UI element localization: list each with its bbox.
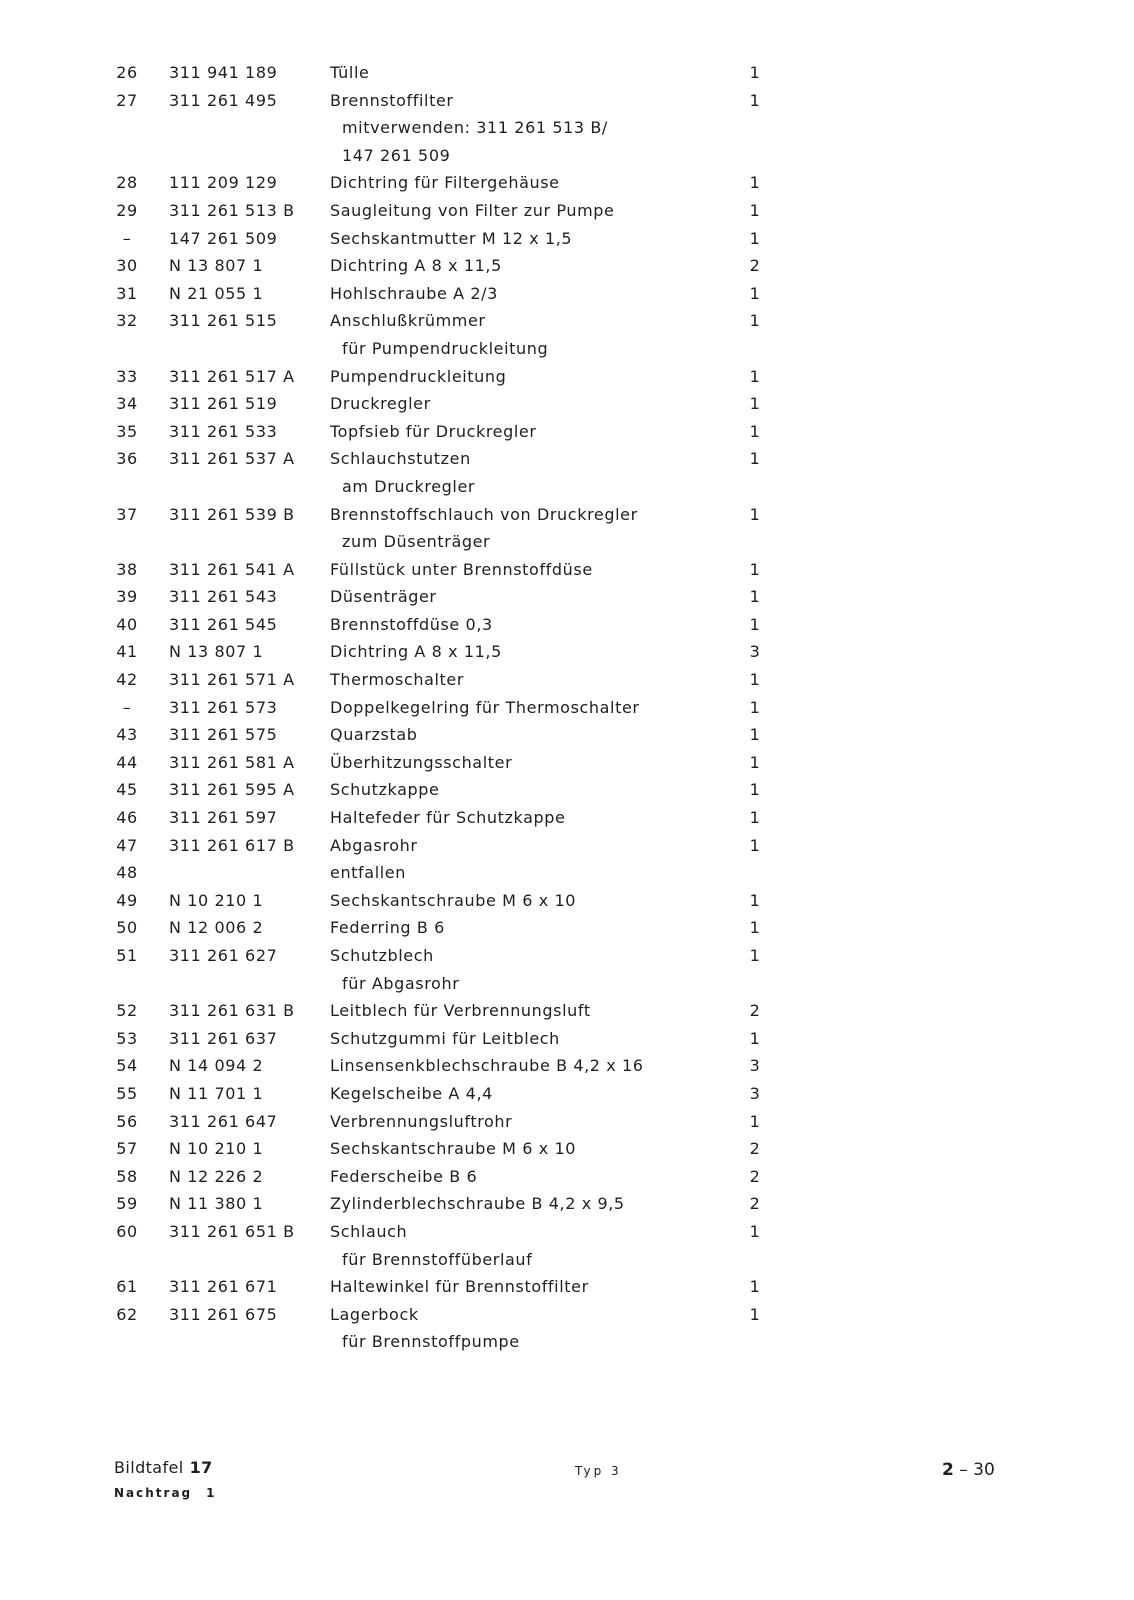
position-cell: 30 — [116, 256, 138, 276]
part-number-cell: N 21 055 1 — [169, 283, 264, 303]
description-cell: Schutzkappe — [330, 780, 440, 800]
description-cell: Thermoschalter — [330, 670, 465, 690]
quantity-cell: 1 — [749, 449, 761, 469]
description-cell: für Brennstoffüberlauf — [342, 1249, 533, 1269]
table-row — [0, 666, 1134, 694]
quantity-cell: 1 — [749, 1221, 761, 1241]
description-cell: Verbrennungsluftrohr — [330, 1111, 513, 1131]
table-row — [0, 1135, 1134, 1163]
position-cell: 55 — [116, 1083, 138, 1103]
description-cell: Haltewinkel für Brennstoffilter — [330, 1277, 589, 1297]
quantity-cell: 1 — [749, 835, 761, 855]
part-number-cell: N 10 210 1 — [169, 1139, 264, 1159]
position-cell: 26 — [116, 63, 138, 82]
position-cell: 32 — [116, 311, 138, 331]
quantity-cell: 1 — [749, 614, 761, 634]
table-row — [0, 1052, 1134, 1080]
part-number-cell: N 14 094 2 — [169, 1056, 264, 1076]
part-number-cell: 311 261 571 A — [169, 670, 295, 690]
description-cell: Dichtring für Filtergehäuse — [330, 173, 560, 193]
bildtafel-text: Bildtafel — [114, 1458, 184, 1477]
table-row — [0, 197, 1134, 225]
table-row — [0, 1080, 1134, 1108]
position-cell: 60 — [116, 1221, 138, 1241]
table-row — [0, 1108, 1134, 1136]
table-row — [0, 445, 1134, 473]
quantity-cell: 3 — [749, 1083, 761, 1103]
description-cell: Sechskantschraube M 6 x 10 — [330, 1139, 577, 1159]
position-cell: 53 — [116, 1028, 138, 1048]
position-cell: 50 — [116, 918, 138, 938]
part-number-cell: 111 209 129 — [169, 173, 278, 193]
table-row — [0, 611, 1134, 639]
position-cell: 40 — [116, 614, 138, 634]
description-cell: Überhitzungsschalter — [330, 752, 513, 772]
position-cell: 43 — [116, 725, 138, 745]
table-row — [0, 942, 1134, 970]
quantity-cell: 1 — [749, 200, 761, 220]
quantity-cell: 2 — [749, 1139, 761, 1159]
table-row-continuation — [0, 1328, 1134, 1356]
description-cell: Düsenträger — [330, 587, 437, 607]
quantity-cell: 1 — [749, 1111, 761, 1131]
quantity-cell: 3 — [749, 642, 761, 662]
position-cell: 37 — [116, 504, 138, 524]
part-number-cell: 311 261 627 — [169, 946, 278, 965]
part-number-cell: N 11 701 1 — [169, 1083, 264, 1103]
quantity-cell: 1 — [749, 752, 761, 772]
table-row — [0, 776, 1134, 804]
table-row-continuation — [0, 1246, 1134, 1274]
table-row — [0, 887, 1134, 915]
table-row-continuation — [0, 142, 1134, 170]
quantity-cell: 1 — [749, 63, 761, 82]
part-number-cell: 147 261 509 — [169, 228, 278, 248]
part-number-cell: N 10 210 1 — [169, 890, 264, 910]
table-row — [0, 694, 1134, 722]
quantity-cell: 1 — [749, 890, 761, 910]
description-cell: Doppelkegelring für Thermoschalter — [330, 697, 640, 717]
quantity-cell: 1 — [749, 228, 761, 248]
table-row — [0, 583, 1134, 611]
quantity-cell: 1 — [749, 1304, 761, 1324]
part-number-cell: N 12 226 2 — [169, 1166, 264, 1186]
description-cell: Abgasrohr — [330, 835, 418, 855]
description-cell: Brennstoffilter — [330, 90, 454, 110]
description-cell: Quarzstab — [330, 725, 418, 745]
quantity-cell: 3 — [749, 1056, 761, 1076]
table-row — [0, 169, 1134, 197]
part-number-cell: 311 261 595 A — [169, 780, 295, 800]
table-row — [0, 914, 1134, 942]
description-cell: Leitblech für Verbrennungsluft — [330, 1001, 591, 1021]
page-separator: – — [959, 1460, 968, 1480]
part-number-cell: 311 261 545 — [169, 614, 278, 634]
part-number-cell: N 12 006 2 — [169, 918, 264, 938]
position-cell: 49 — [116, 890, 138, 910]
position-cell: 47 — [116, 835, 138, 855]
table-row — [0, 59, 1134, 87]
description-cell: 147 261 509 — [342, 145, 451, 165]
position-cell: 51 — [116, 946, 138, 965]
table-row — [0, 721, 1134, 749]
description-cell: Schlauch — [330, 1221, 408, 1241]
description-cell: Lagerbock — [330, 1304, 419, 1324]
table-row — [0, 638, 1134, 666]
part-number-cell: 311 261 575 — [169, 725, 278, 745]
quantity-cell: 1 — [749, 918, 761, 938]
table-row — [0, 859, 1134, 887]
part-number-cell: 311 261 631 B — [169, 1001, 295, 1021]
description-cell: Kegelscheibe A 4,4 — [330, 1083, 493, 1103]
description-cell: Schutzblech — [330, 946, 434, 965]
position-cell: 38 — [116, 559, 138, 579]
part-number-cell: 311 261 539 B — [169, 504, 295, 524]
quantity-cell: 1 — [749, 1028, 761, 1048]
part-number-cell: N 13 807 1 — [169, 256, 264, 276]
part-number-cell: 311 261 517 A — [169, 366, 295, 386]
position-cell: – — [122, 697, 132, 717]
quantity-cell: 1 — [749, 283, 761, 303]
description-cell: für Brennstoffpumpe — [342, 1332, 520, 1352]
position-cell: 57 — [116, 1139, 138, 1159]
table-row — [0, 1273, 1134, 1301]
page-chapter: 2 — [942, 1460, 954, 1480]
quantity-cell: 1 — [749, 670, 761, 690]
description-cell: Saugleitung von Filter zur Pumpe — [330, 200, 615, 220]
quantity-cell: 1 — [749, 421, 761, 441]
part-number-cell: 311 261 573 — [169, 697, 278, 717]
description-cell: entfallen — [330, 863, 406, 883]
description-cell: mitverwenden: 311 261 513 B/ — [342, 118, 608, 138]
part-number-cell: 311 261 597 — [169, 808, 278, 828]
part-number-cell: 311 261 541 A — [169, 559, 295, 579]
quantity-cell: 1 — [749, 394, 761, 414]
description-cell: Sechskantmutter M 12 x 1,5 — [330, 228, 573, 248]
table-row — [0, 363, 1134, 391]
part-number-cell: 311 261 513 B — [169, 200, 295, 220]
description-cell: Füllstück unter Brennstoffdüse — [330, 559, 593, 579]
part-number-cell: 311 261 647 — [169, 1111, 278, 1131]
quantity-cell: 2 — [749, 1194, 761, 1214]
quantity-cell: 1 — [749, 587, 761, 607]
table-row-continuation — [0, 970, 1134, 998]
quantity-cell: 2 — [749, 1166, 761, 1186]
quantity-cell: 1 — [749, 780, 761, 800]
position-cell: 41 — [116, 642, 138, 662]
position-cell: 52 — [116, 1001, 138, 1021]
parts-table — [0, 59, 1134, 1356]
quantity-cell: 1 — [749, 808, 761, 828]
position-cell: 31 — [116, 283, 138, 303]
table-row — [0, 280, 1134, 308]
position-cell: 61 — [116, 1277, 138, 1297]
position-cell: 33 — [116, 366, 138, 386]
position-cell: 56 — [116, 1111, 138, 1131]
description-cell: Dichtring A 8 x 11,5 — [330, 642, 502, 662]
bildtafel-number: 17 — [189, 1458, 213, 1477]
quantity-cell: 1 — [749, 697, 761, 717]
quantity-cell: 1 — [749, 1277, 761, 1297]
table-row — [0, 997, 1134, 1025]
part-number-cell: 311 941 189 — [169, 63, 278, 82]
quantity-cell: 1 — [749, 504, 761, 524]
part-number-cell: 311 261 637 — [169, 1028, 278, 1048]
description-cell: Sechskantschraube M 6 x 10 — [330, 890, 577, 910]
table-row — [0, 832, 1134, 860]
description-cell: zum Düsenträger — [342, 532, 491, 552]
part-number-cell: 311 261 537 A — [169, 449, 295, 469]
position-cell: 27 — [116, 90, 138, 110]
description-cell: Brennstoffschlauch von Druckregler — [330, 504, 638, 524]
part-number-cell: 311 261 671 — [169, 1277, 278, 1297]
position-cell: 46 — [116, 808, 138, 828]
part-number-cell: 311 261 515 — [169, 311, 278, 331]
quantity-cell: 1 — [749, 946, 761, 965]
bildtafel-label — [114, 1458, 213, 1477]
position-cell: 28 — [116, 173, 138, 193]
description-cell: Federring B 6 — [330, 918, 445, 938]
description-cell: am Druckregler — [342, 476, 476, 496]
description-cell: Linsensenkblechschraube B 4,2 x 16 — [330, 1056, 644, 1076]
description-cell: Hohlschraube A 2/3 — [330, 283, 498, 303]
table-row — [0, 225, 1134, 253]
quantity-cell: 1 — [749, 559, 761, 579]
description-cell: Druckregler — [330, 394, 431, 414]
quantity-cell: 2 — [749, 256, 761, 276]
part-number-cell: 311 261 675 — [169, 1304, 278, 1324]
position-cell: 35 — [116, 421, 138, 441]
part-number-cell: 311 261 495 — [169, 90, 278, 110]
table-row-continuation — [0, 528, 1134, 556]
table-row — [0, 390, 1134, 418]
position-cell: 62 — [116, 1304, 138, 1324]
quantity-cell: 2 — [749, 1001, 761, 1021]
part-number-cell: N 11 380 1 — [169, 1194, 264, 1214]
description-cell: Haltefeder für Schutzkappe — [330, 808, 566, 828]
part-number-cell: 311 261 581 A — [169, 752, 295, 772]
position-cell: 54 — [116, 1056, 138, 1076]
table-row — [0, 1163, 1134, 1191]
description-cell: Dichtring A 8 x 11,5 — [330, 256, 502, 276]
table-row-continuation — [0, 114, 1134, 142]
position-cell: 39 — [116, 587, 138, 607]
position-cell: 36 — [116, 449, 138, 469]
nachtrag-text: Nachtrag — [114, 1486, 193, 1500]
description-cell: für Pumpendruckleitung — [342, 338, 549, 358]
page-number — [942, 1460, 995, 1480]
part-number-cell: 311 261 533 — [169, 421, 278, 441]
position-cell: – — [122, 228, 132, 248]
position-cell: 45 — [116, 780, 138, 800]
quantity-cell: 1 — [749, 311, 761, 331]
table-row-continuation — [0, 335, 1134, 363]
quantity-cell: 1 — [749, 173, 761, 193]
position-cell: 48 — [116, 863, 138, 883]
description-cell: für Abgasrohr — [342, 973, 460, 993]
position-cell: 59 — [116, 1194, 138, 1214]
typ-label: Typ 3 — [575, 1464, 622, 1478]
description-cell: Pumpendruckleitung — [330, 366, 507, 386]
position-cell: 34 — [116, 394, 138, 414]
position-cell: 42 — [116, 670, 138, 690]
table-row — [0, 804, 1134, 832]
table-row — [0, 501, 1134, 529]
description-cell: Anschlußkrümmer — [330, 311, 486, 331]
table-row — [0, 252, 1134, 280]
description-cell: Schutzgummi für Leitblech — [330, 1028, 560, 1048]
part-number-cell: 311 261 519 — [169, 394, 278, 414]
table-row — [0, 1025, 1134, 1053]
page-number-value: 30 — [973, 1460, 995, 1480]
table-row — [0, 87, 1134, 115]
nachtrag-number: 1 — [206, 1486, 217, 1500]
description-cell: Topfsieb für Druckregler — [330, 421, 537, 441]
position-cell: 44 — [116, 752, 138, 772]
part-number-cell: 311 261 543 — [169, 587, 278, 607]
description-cell: Zylinderblechschraube B 4,2 x 9,5 — [330, 1194, 625, 1214]
description-cell: Brennstoffdüse 0,3 — [330, 614, 493, 634]
table-row-continuation — [0, 473, 1134, 501]
part-number-cell: 311 261 651 B — [169, 1221, 295, 1241]
part-number-cell: N 13 807 1 — [169, 642, 264, 662]
table-row — [0, 307, 1134, 335]
quantity-cell: 1 — [749, 90, 761, 110]
table-row — [0, 556, 1134, 584]
position-cell: 58 — [116, 1166, 138, 1186]
part-number-cell: 311 261 617 B — [169, 835, 295, 855]
nachtrag-label — [114, 1486, 217, 1500]
quantity-cell: 1 — [749, 366, 761, 386]
table-row — [0, 418, 1134, 446]
description-cell: Tülle — [330, 63, 370, 82]
quantity-cell: 1 — [749, 725, 761, 745]
table-row — [0, 1301, 1134, 1329]
description-cell: Federscheibe B 6 — [330, 1166, 478, 1186]
position-cell: 29 — [116, 200, 138, 220]
table-row — [0, 749, 1134, 777]
table-row — [0, 1218, 1134, 1246]
description-cell: Schlauchstutzen — [330, 449, 471, 469]
table-row — [0, 1190, 1134, 1218]
